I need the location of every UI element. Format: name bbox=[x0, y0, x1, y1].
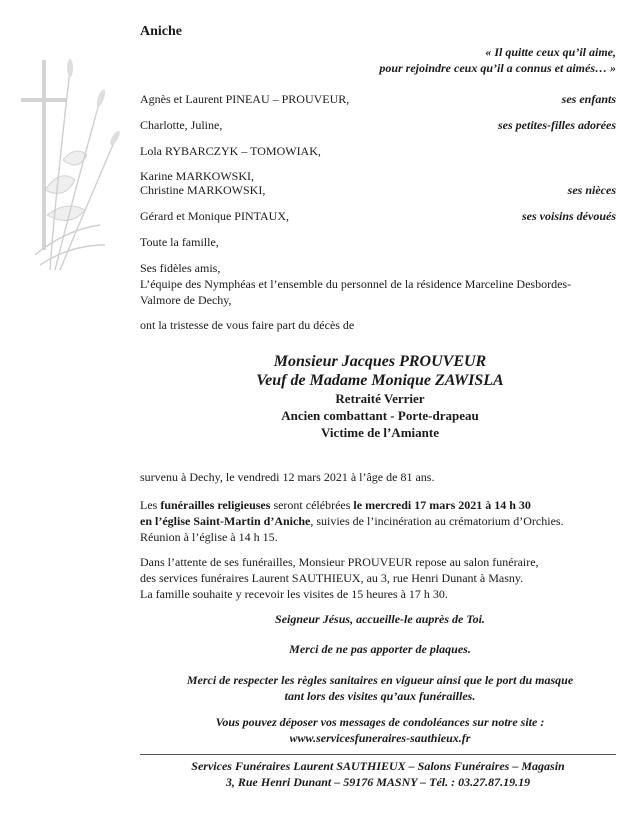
quote-line-1: « Il quitte ceux qu’il aime, bbox=[485, 45, 616, 59]
family-name-4b: Christine MARKOWSKI, bbox=[140, 183, 266, 197]
rest-line-3: La famille souhaite y recevoir les visites de 15 heures à 17 h 30. bbox=[140, 587, 448, 601]
funeral-text-1: Les bbox=[140, 498, 161, 512]
family-name-4a: Karine MARKOWSKI, bbox=[140, 169, 254, 183]
family-relation-5: ses voisins dévoués bbox=[522, 209, 616, 223]
rest-line-1: Dans l’attente de ses funérailles, Monsieur PROUVEUR repose au salon funéraire, bbox=[140, 555, 539, 569]
deceased-title-1: Retraité Verrier bbox=[335, 391, 425, 406]
sanitary-notice bbox=[140, 672, 620, 704]
family-relation-2: ses petites-filles adorées bbox=[498, 118, 616, 132]
funeral-line-1 bbox=[140, 497, 620, 513]
whole-family: Toute la famille, bbox=[140, 235, 219, 249]
condolence-line: Vous pouvez déposer vos messages de condoléances sur notre site : bbox=[215, 715, 545, 729]
funeral-text-3: , suivies de l’incinération au crématorium d’Orchies. bbox=[310, 514, 564, 528]
friends-block bbox=[140, 260, 620, 308]
sanitary-line-1: Merci de respecter les règles sanitaires en vigueur ainsi que le port du masque bbox=[186, 673, 574, 687]
funeral-type: funérailles religieuses bbox=[160, 498, 271, 512]
family-relation-1: ses enfants bbox=[561, 92, 616, 106]
friends-line-2: L’équipe des Nymphéas et l’ensemble du personnel de la résidence Marceline Desbordes- bbox=[140, 277, 572, 291]
funeral-line-2 bbox=[140, 513, 620, 529]
funeral-text-2: seront célébrées bbox=[270, 498, 354, 512]
deceased-block bbox=[140, 352, 620, 441]
friends-line-3: Valmore de Dechy, bbox=[140, 293, 232, 307]
lily-flower-icon bbox=[45, 151, 87, 220]
quote-line-2: pour rejoindre ceux qu’il a connus et aimés… » bbox=[379, 61, 616, 75]
footer-line-2: 3, Rue Henri Dunant – 59176 MASNY – Tél. : 03.27.87.19.19 bbox=[225, 775, 531, 789]
family-name-5: Gérard et Monique PINTAUX, bbox=[140, 209, 290, 223]
friends-line-1: Ses fidèles amis, bbox=[140, 261, 221, 275]
family-relation-4: ses nièces bbox=[567, 183, 616, 197]
funeral-line-3: Réunion à l’église à 14 h 15. bbox=[140, 530, 278, 544]
announcement: ont la tristesse de vous faire part du décès de bbox=[140, 318, 355, 332]
footer-divider bbox=[140, 754, 616, 755]
deceased-title-3: Victime de l’Amiante bbox=[321, 425, 439, 440]
family-name-2: Charlotte, Juline, bbox=[140, 118, 223, 132]
sanitary-line-2: tant lors des visites qu’aux funérailles. bbox=[284, 689, 476, 703]
town-name: Aniche bbox=[140, 24, 182, 39]
deceased-widower: Veuf de Madame Monique ZAWISLA bbox=[256, 372, 504, 389]
no-plaques: Merci de ne pas apporter de plaques. bbox=[289, 642, 471, 656]
footer bbox=[140, 758, 616, 790]
website-link[interactable]: www.servicesfuneraires-sauthieux.fr bbox=[289, 731, 471, 745]
deceased-title-2: Ancien combattant - Porte-drapeau bbox=[281, 408, 479, 423]
footer-line-1: Services Funéraires Laurent SAUTHIEUX – Salons Funéraires – Magasin bbox=[191, 759, 565, 773]
rest-details bbox=[140, 554, 620, 602]
family-name-3: Lola RYBARCZYK – TOMOWIAK, bbox=[140, 144, 321, 158]
deceased-name: Monsieur Jacques PROUVEUR bbox=[273, 353, 487, 370]
wheat-ear-icon bbox=[67, 59, 122, 146]
death-info: survenu à Dechy, le vendredi 12 mars 2021 à l’âge de 81 ans. bbox=[140, 470, 435, 484]
cross-lily-illustration bbox=[15, 40, 125, 280]
condolence-notice bbox=[140, 714, 620, 746]
quote bbox=[300, 44, 616, 76]
family-name-1: Agnès et Laurent PINEAU – PROUVEUR, bbox=[140, 92, 350, 106]
funeral-place: en l’église Saint-Martin d’Aniche bbox=[140, 514, 311, 528]
funeral-date: le mercredi 17 mars 2021 à 14 h 30 bbox=[353, 498, 531, 512]
funeral-details bbox=[140, 497, 620, 545]
prayer: Seigneur Jésus, accueille-le auprès de Toi. bbox=[275, 612, 485, 626]
rest-line-2: des services funéraires Laurent SAUTHIEUX, au 3, rue Henri Dunant à Masny. bbox=[140, 571, 524, 585]
